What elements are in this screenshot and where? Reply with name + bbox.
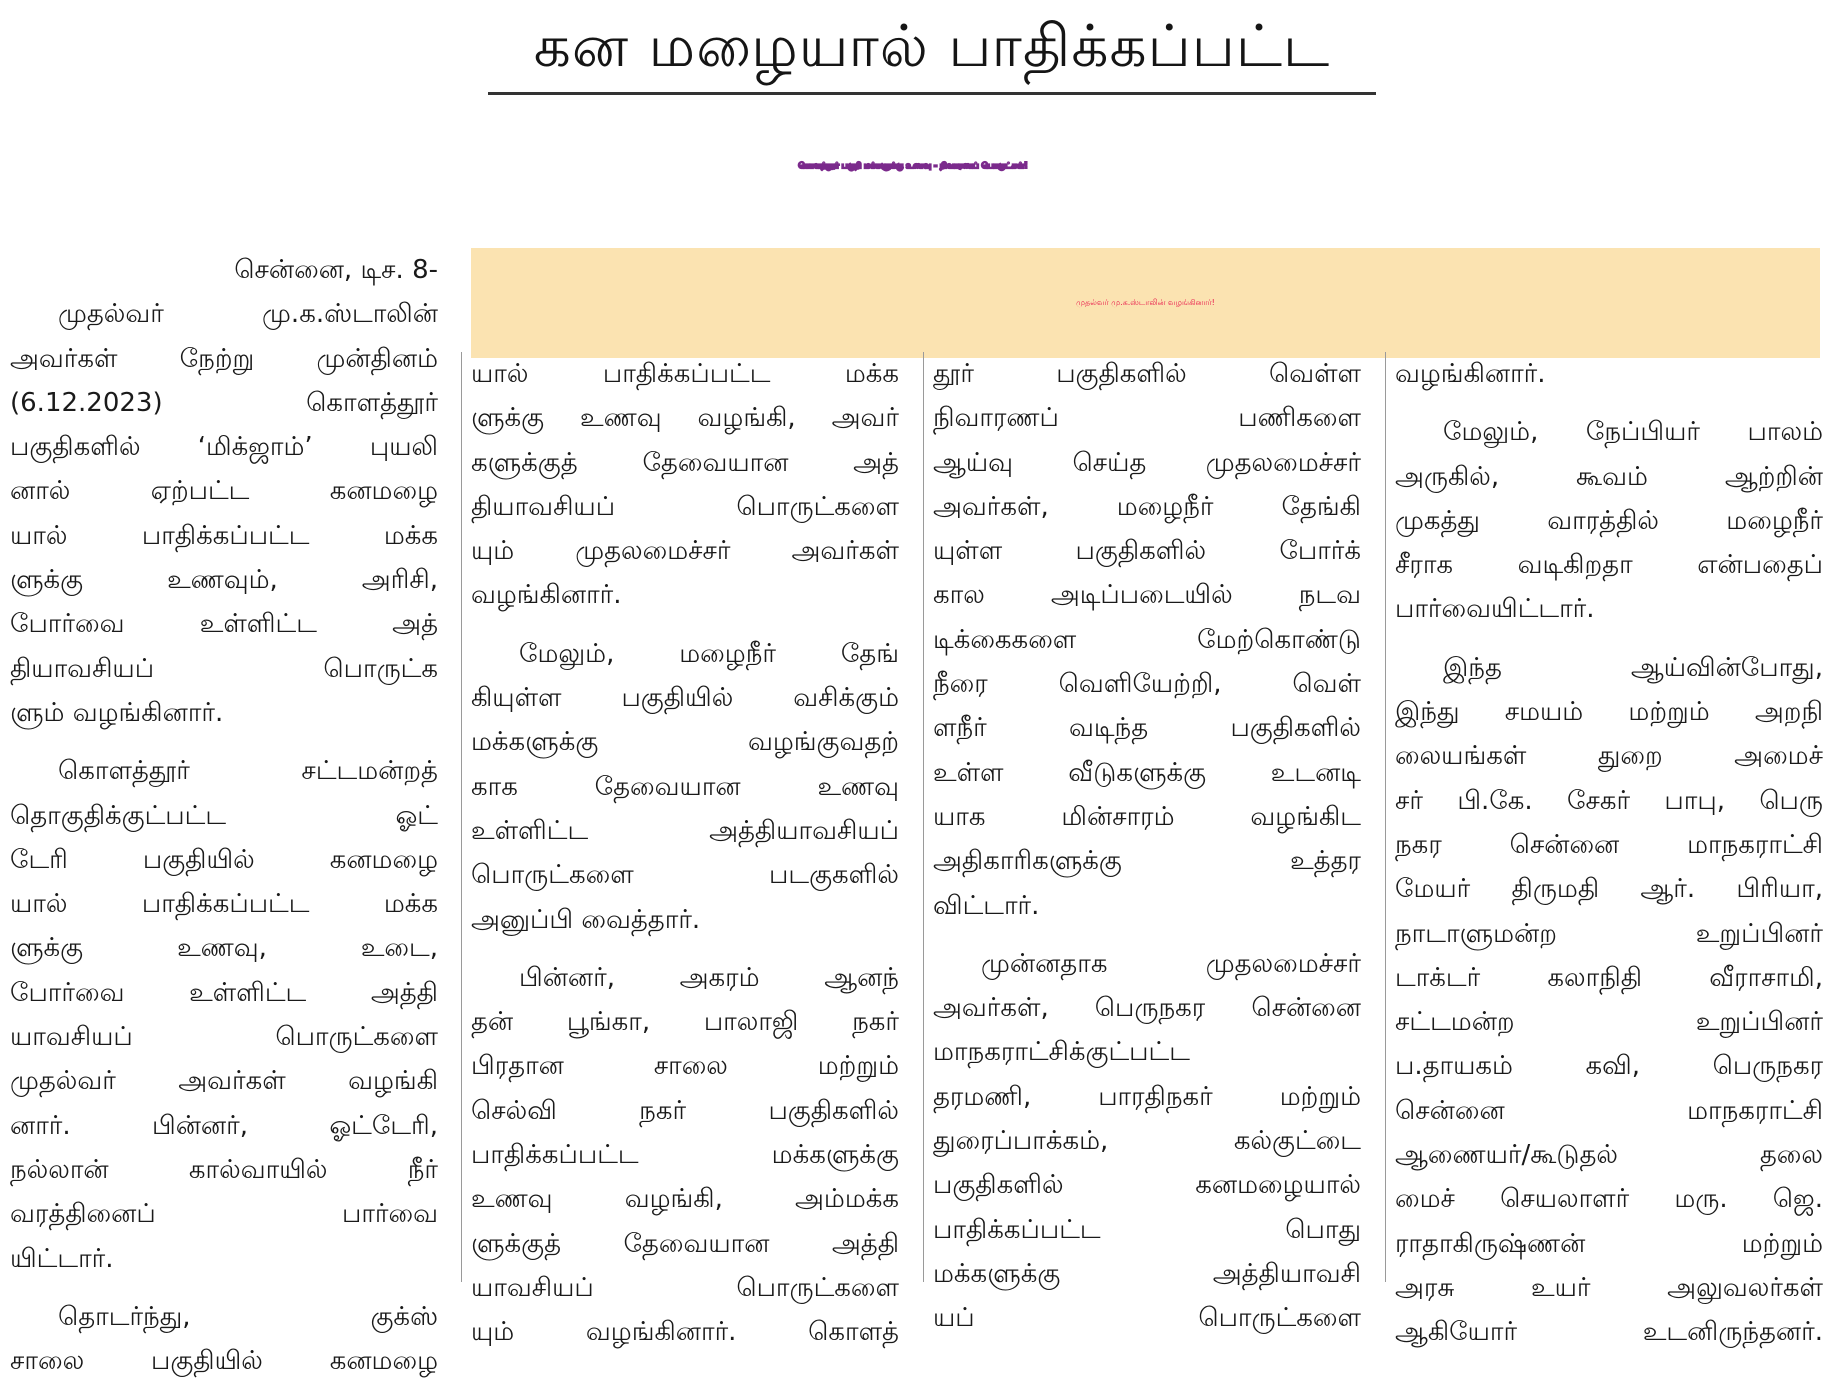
article-line: லையங்கள் துறை அமைச் bbox=[1395, 741, 1823, 772]
column-divider bbox=[1385, 352, 1386, 1282]
article-line: யும் வழங்கினார். கொளத் bbox=[471, 1317, 899, 1348]
kicker-rule bbox=[488, 92, 1376, 95]
article-line: களுக்குத் தேவையான அத் bbox=[471, 447, 899, 478]
article-line: னார். பின்னர், ஓட்டேரி, bbox=[10, 1110, 438, 1141]
article-line: பகுதிகளில் ‘மிக்ஜாம்’ புயலி bbox=[10, 432, 438, 463]
article-line: முதல்வர் அவர்கள் வழங்கி bbox=[10, 1066, 438, 1097]
article-line: யுள்ள பகுதிகளில் போர்க் bbox=[933, 536, 1361, 567]
article-line: ளுக்கு உணவு, உடை, bbox=[10, 933, 438, 964]
article-line: சீராக வடிகிறதா என்பதைப் bbox=[1395, 550, 1823, 581]
article-line: டேரி பகுதியில் கனமழை bbox=[10, 844, 438, 875]
article-line: நல்லான் கால்வாயில் நீர் bbox=[10, 1154, 438, 1185]
article-line: தியாவசியப் பொருட்களை bbox=[471, 491, 899, 522]
article-line: ஆய்வு செய்த முதலமைச்சர் bbox=[933, 447, 1361, 478]
article-line: உணவு வழங்கி, அம்மக்க bbox=[471, 1184, 899, 1215]
article-line: மக்களுக்கு வழங்குவதற் bbox=[471, 727, 899, 758]
article-line: செல்வி நகர் பகுதிகளில் bbox=[471, 1095, 899, 1126]
article-line: அருகில், கூவம் ஆற்றின் bbox=[1395, 461, 1823, 492]
article-line: ளுக்குத் தேவையான அத்தி bbox=[471, 1228, 899, 1259]
article-line: நிவாரணப் பணிகளை bbox=[933, 403, 1361, 434]
article-line: பகுதிகளில் கனமழையால் bbox=[933, 1170, 1361, 1201]
article-line: ப.தாயகம் கவி, பெருநகர bbox=[1395, 1051, 1823, 1082]
article-line: பாதிக்கப்பட்ட மக்களுக்கு bbox=[471, 1140, 899, 1171]
article-line: ராதாகிருஷ்ணன் மற்றும் bbox=[1395, 1228, 1823, 1259]
article-line: யாக மின்சாரம் வழங்கிட bbox=[933, 801, 1361, 832]
article-line: (6.12.2023) கொளத்தூர் bbox=[10, 387, 438, 418]
article-line: டாக்டர் கலாநிதி வீராசாமி, bbox=[1395, 962, 1823, 993]
article-line: ளுக்கு உணவும், அரிசி, bbox=[10, 565, 438, 596]
article-column-4 bbox=[1395, 352, 1823, 1355]
article-line: வழங்கினார். bbox=[1395, 359, 1546, 389]
article-line: வரத்தினைப் பார்வை bbox=[10, 1199, 438, 1230]
subhead-text: முதல்வர் மு.க.ஸ்டாலின் வழங்கினார்! bbox=[1076, 298, 1215, 307]
article-line: தன் பூங்கா, பாலாஜி நகர் bbox=[471, 1007, 899, 1038]
article-line: கால அடிப்படையில் நடவ bbox=[933, 580, 1361, 611]
article-line: மேலும், நேப்பியர் பாலம் bbox=[1443, 417, 1823, 448]
article-line: மைச் செயலாளர் மரு. ஜெ. bbox=[1395, 1184, 1823, 1215]
article-line: தொடர்ந்து, குக்ஸ் bbox=[58, 1301, 438, 1332]
article-line: முன்னதாக முதலமைச்சர் bbox=[981, 948, 1361, 979]
article-line: நீரை வெளியேற்றி, வெள் bbox=[933, 669, 1361, 700]
article-line: ஆகியோர் உடனிருந்தனர். bbox=[1395, 1317, 1823, 1348]
article-line: மேயர் திருமதி ஆர். பிரியா, bbox=[1395, 874, 1823, 905]
article-column-2 bbox=[471, 352, 899, 1355]
article-line: பின்னர், அகரம் ஆனந் bbox=[519, 962, 899, 993]
article-line: ளநீர் வடிந்த பகுதிகளில் bbox=[933, 713, 1361, 744]
article-line: தூர் பகுதிகளில் வெள்ள bbox=[933, 359, 1361, 389]
article-line: அவர்கள் நேற்று முன்தினம் bbox=[10, 343, 438, 374]
article-line: வழங்கினார். bbox=[471, 580, 622, 611]
article-line: விட்டார். bbox=[933, 890, 1040, 921]
article-line: யால் பாதிக்கப்பட்ட மக்க bbox=[471, 359, 899, 389]
article-line: பார்வையிட்டார். bbox=[1395, 594, 1595, 625]
article-line: டிக்கைகளை மேற்கொண்டு bbox=[933, 624, 1361, 655]
main-headline: கொளத்தூர் பகுதி மக்களுக்கு உணவு - நிவாரணப் பொருட்கள்! bbox=[798, 161, 1028, 170]
article-line: னால் ஏற்பட்ட கனமழை bbox=[10, 476, 438, 507]
article-line: அதிகாரிகளுக்கு உத்தர bbox=[933, 846, 1361, 877]
article-line: தியாவசியப் பொருட்க bbox=[10, 653, 438, 684]
article-line: அனுப்பி வைத்தார். bbox=[471, 904, 701, 935]
article-line: இந்த ஆய்வின்போது, bbox=[1443, 652, 1823, 683]
article-line: மேலும், மழைநீர் தேங் bbox=[519, 638, 899, 669]
article-line: யாவசியப் பொருட்களை bbox=[10, 1022, 438, 1053]
article-line: நாடாளுமன்ற உறுப்பினர் bbox=[1395, 918, 1823, 949]
article-line: கொளத்தூர் சட்டமன்றத் bbox=[58, 756, 438, 787]
article-line: மாநகராட்சிக்குட்பட்ட bbox=[933, 1037, 1190, 1068]
article-line: சென்னை மாநகராட்சி bbox=[1395, 1095, 1823, 1126]
article-line: பொருட்களை படகுகளில் bbox=[471, 860, 899, 891]
article-line: யிட்டார். bbox=[10, 1243, 114, 1274]
article-line: அரசு உயர் அலுவலர்கள் bbox=[1395, 1272, 1823, 1303]
article-line: ளும் வழங்கினார். bbox=[10, 697, 224, 728]
article-line: ளுக்கு உணவு வழங்கி, அவர் bbox=[471, 403, 899, 434]
article-line: சர் பி.கே. சேகர் பாபு, பெரு bbox=[1395, 785, 1823, 816]
subhead-banner bbox=[471, 248, 1820, 358]
article-line: கியுள்ள பகுதியில் வசிக்கும் bbox=[471, 683, 899, 714]
article-column-1 bbox=[10, 248, 438, 1383]
article-line: சாலை பகுதியில் கனமழை bbox=[10, 1346, 438, 1377]
article-line: சட்டமன்ற உறுப்பினர் bbox=[1395, 1007, 1823, 1038]
article-line: இந்து சமயம் மற்றும் அறநி bbox=[1395, 697, 1823, 728]
article-line: அவர்கள், மழைநீர் தேங்கி bbox=[933, 491, 1361, 522]
article-line: முதல்வர் மு.க.ஸ்டாலின் bbox=[58, 299, 438, 330]
article-line: போர்வை உள்ளிட்ட அத்தி bbox=[10, 977, 438, 1008]
article-line: யால் பாதிக்கப்பட்ட மக்க bbox=[10, 889, 438, 920]
article-line: பாதிக்கப்பட்ட பொது bbox=[933, 1214, 1361, 1245]
article-line: அவர்கள், பெருநகர சென்னை bbox=[933, 993, 1361, 1024]
article-line: யாவசியப் பொருட்களை bbox=[471, 1272, 899, 1303]
article-line: யால் பாதிக்கப்பட்ட மக்க bbox=[10, 520, 438, 551]
article-line: போர்வை உள்ளிட்ட அத் bbox=[10, 609, 438, 640]
article-line: பிரதான சாலை மற்றும் bbox=[471, 1051, 899, 1082]
article-line: யும் முதலமைச்சர் அவர்கள் bbox=[471, 536, 899, 567]
article-line: துரைப்பாக்கம், கல்குட்டை bbox=[933, 1126, 1361, 1157]
kicker-headline: கன மழையால் பாதிக்கப்பட்ட bbox=[533, 12, 1331, 80]
article-line: நகர சென்னை மாநகராட்சி bbox=[1395, 829, 1823, 860]
dateline: சென்னை, டிச. 8- bbox=[234, 255, 438, 285]
article-line: தரமணி, பாரதிநகர் மற்றும் bbox=[933, 1081, 1361, 1112]
column-divider bbox=[461, 352, 462, 1282]
article-line: ஆணையர்/கூடுதல் தலை bbox=[1395, 1140, 1823, 1171]
article-column-3 bbox=[933, 352, 1361, 1341]
article-line: முகத்து வாரத்தில் மழைநீர் bbox=[1395, 505, 1823, 536]
article-line: உள்ள வீடுகளுக்கு உடனடி bbox=[933, 757, 1361, 788]
article-line: தொகுதிக்குட்பட்ட ஓட் bbox=[10, 800, 438, 831]
article-line: உள்ளிட்ட அத்தியாவசியப் bbox=[471, 815, 899, 846]
article-line: காக தேவையான உணவு bbox=[471, 771, 899, 802]
article-line: மக்களுக்கு அத்தியாவசி bbox=[933, 1258, 1361, 1289]
column-divider bbox=[923, 352, 924, 1282]
article-line: யப் பொருட்களை bbox=[933, 1303, 1361, 1334]
